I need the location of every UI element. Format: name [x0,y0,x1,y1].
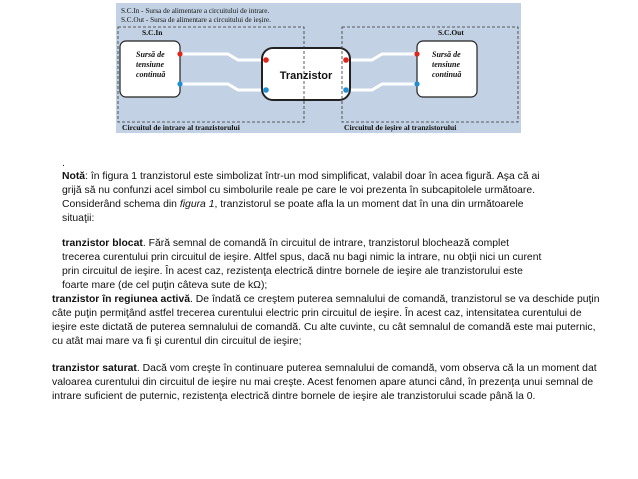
transistor-out-red-terminal [343,57,349,63]
left-source-label: S.C.In [142,28,163,37]
activa-line-4: cu atât mai mare va fi şi curentul din circuitul de ieşire; [52,336,302,347]
right-source-label: S.C.Out [438,28,464,37]
right-top-wire [350,54,417,60]
left-box-line-2: tensiune [136,60,165,69]
right-bottom-wire [350,84,417,90]
saturat-paragraph [52,362,597,404]
transistor-out-blue-terminal [343,87,349,93]
saturat-line-1: tranzistor saturat. Dacă vom creşte în continuare puterea semnalului de comandă, vom observa că la un moment dat [52,363,597,374]
input-circuit-caption: Circuitul de intrare al tranzistorului [122,123,240,132]
activa-line-3: ieşire este dictată de puterea semnalului de comandă. Cu alte cuvinte, cu cât semnalul de comandă este mai puternic, [52,322,596,333]
transistor-diagram-svg [116,3,521,133]
note-line-1: Notă: în figura 1 tranzistorul este simbolizat într-un mod simplificat, valabil doar în acea figură. Aşa că ai [62,171,540,182]
right-box-red-terminal [414,51,419,56]
figure-reference: figura 1 [179,199,215,210]
blocat-line-1: tranzistor blocat. Fără semnal de comandă în circuitul de intrare, tranzistorul blochează complet [62,238,509,249]
figure-1-diagram [116,3,521,133]
note-label: Notă [62,171,86,182]
saturat-line-3: intrare suficient de puternic, rezistenţa electrică dintre bornele de ieşire ale tranzistorului scade până la 0. [52,391,536,402]
saturat-line-2: valoarea curentului din circuitul de ieşire nu mai creşte. Acest fenomen apare atunci când, în prezenţa unui semnal de [52,377,594,388]
left-bottom-wire [180,84,262,90]
output-circuit-caption: Circuitul de ieșire al tranzistorului [344,123,457,132]
blocat-label: tranzistor blocat [62,238,143,249]
blocat-line-2: trecerea curentului prin circuitul de ieşire. Altfel spus, dacă nu bagi nimic la intrare, nu obţii nici un curent [62,252,542,263]
saturat-label: tranzistor saturat [52,363,137,374]
right-box-blue-terminal [414,81,419,86]
activa-line-1: tranzistor în regiunea activă. De îndată ce creştem puterea semnalului de comandă, tranzistorul se va deschide puţin [52,294,600,305]
activa-paragraph [52,293,600,349]
legend-line-2: S.C.Out - Sursa de alimentare a circuitului de ieșire. [121,16,271,24]
left-box-red-terminal [177,51,182,56]
blocat-line-4: foarte mare (de cel puţin câteva sute de kΩ); [62,280,268,291]
left-top-wire [180,54,262,60]
blocat-line-3: prin circuitul de ieşire. În acest caz, rezistenţa electrică dintre bornele de ieşire ale tranzistorului este [62,266,523,277]
legend-line-1: S.C.In - Sursa de alimentare a circuitului de intrare. [121,7,270,15]
left-box-line-1: Sursă de [136,50,165,59]
transistor-in-blue-terminal [263,87,269,93]
right-box-line-1: Sursă de [432,50,461,59]
note-line-3: Considerând schema din figura 1, tranzistorul se poate afla la un moment dat în una din următoarele [62,199,524,210]
activa-line-2: câte puţin permiţând astfel trecerea curentului electric prin circuitul de ieşire. În acest caz, intensitatea curentului de [52,308,582,319]
right-box-line-3: continuă [432,70,462,79]
transistor-box-label: Tranzistor [279,70,333,82]
activa-label: tranzistor în regiunea activă [52,294,191,305]
left-box-blue-terminal [177,81,182,86]
left-box-line-3: continuă [136,70,166,79]
note-paragraph [62,170,540,226]
transistor-in-red-terminal [263,57,269,63]
stray-dot: . [62,158,65,169]
note-line-4: situaţii: [62,213,95,224]
note-line-2: grijă să nu confunzi acel simbol cu simbolurile reale pe care le voi prezenta în subcapitolele următoare. [62,185,536,196]
blocat-paragraph [62,237,541,293]
right-box-line-2: tensiune [432,60,461,69]
